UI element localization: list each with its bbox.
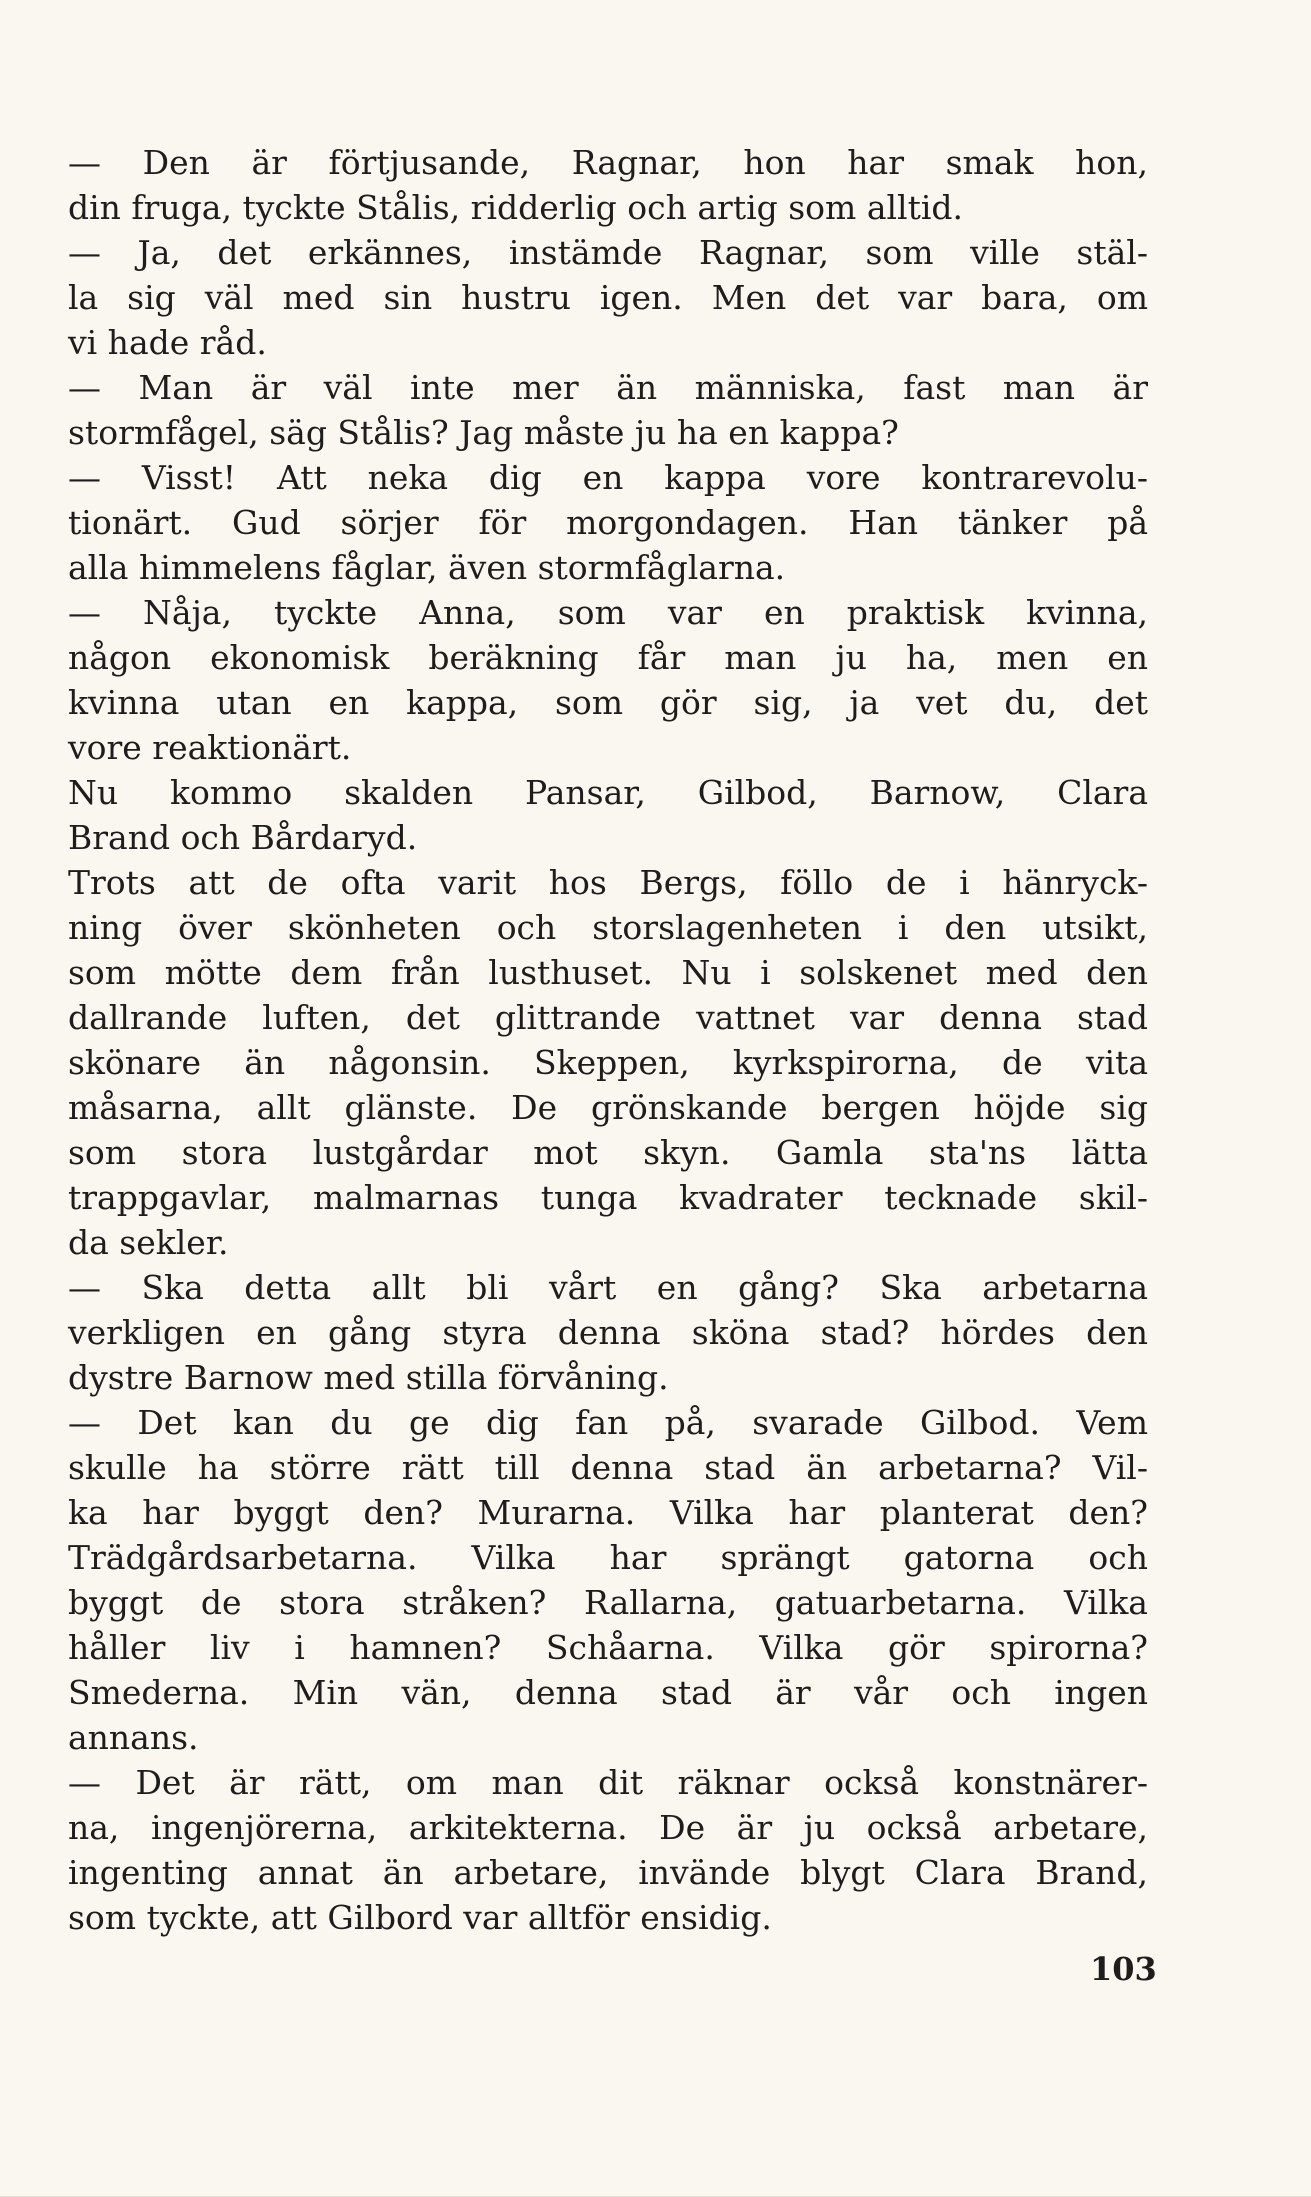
text-line: da sekler. xyxy=(68,1223,229,1262)
text-line: alla himmelens fåglar, även stormfåglarna. xyxy=(68,548,786,587)
text-line: kvinna utan en kappa, som gör sig, ja vet du, det xyxy=(68,683,1148,722)
text-line: stormfågel, säg Stålis? Jag måste ju ha en kappa? xyxy=(68,413,899,452)
text-line: annans. xyxy=(68,1718,199,1757)
text-line: — Nåja, tyckte Anna, som var en praktisk kvinna, xyxy=(68,593,1148,632)
text-line: ingenting annat än arbetare, invände blygt Clara Brand, xyxy=(68,1853,1148,1892)
text-line: tionärt. Gud sörjer för morgondagen. Han tänker på xyxy=(68,503,1148,542)
text-line: vi hade råd. xyxy=(68,323,267,362)
text-line: som tyckte, att Gilbord var alltför ensidig. xyxy=(68,1898,772,1937)
text-line: byggt de stora stråken? Rallarna, gatuarbetarna. Vilka xyxy=(68,1583,1148,1622)
page-number: 103 xyxy=(1090,1950,1157,1988)
text-line: dallrande luften, det glittrande vattnet var denna stad xyxy=(68,998,1148,1037)
text-line: — Den är förtjusande, Ragnar, hon har smak hon, xyxy=(68,143,1148,182)
text-line: Brand och Bårdaryd. xyxy=(68,818,418,857)
text-line: Smederna. Min vän, denna stad är vår och ingen xyxy=(68,1673,1148,1712)
text-line: trappgavlar, malmarnas tunga kvadrater tecknade skil- xyxy=(68,1178,1148,1217)
text-line: — Det kan du ge dig fan på, svarade Gilbod. Vem xyxy=(68,1403,1148,1442)
text-line: Trots att de ofta varit hos Bergs, föllo de i hänryck- xyxy=(68,863,1148,902)
text-line: dystre Barnow med stilla förvåning. xyxy=(68,1358,669,1397)
text-line: — Det är rätt, om man dit räknar också konstnärer- xyxy=(68,1763,1148,1802)
text-line: någon ekonomisk beräkning får man ju ha, men en xyxy=(68,638,1148,677)
text-line: håller liv i hamnen? Schåarna. Vilka gör spirorna? xyxy=(68,1628,1148,1667)
text-line: som mötte dem från lusthuset. Nu i solskenet med den xyxy=(68,953,1148,992)
text-line: vore reaktionärt. xyxy=(68,728,352,767)
text-line: ning över skönheten och storslagenheten i den utsikt, xyxy=(68,908,1148,947)
text-line: som stora lustgårdar mot skyn. Gamla sta'ns lätta xyxy=(68,1133,1148,1172)
text-line: din fruga, tyckte Stålis, ridderlig och artig som alltid. xyxy=(68,188,964,227)
text-line: la sig väl med sin hustru igen. Men det var bara, om xyxy=(68,278,1148,317)
text-line: skulle ha större rätt till denna stad än arbetarna? Vil- xyxy=(68,1448,1148,1487)
text-line: — Visst! Att neka dig en kappa vore kontrarevolu- xyxy=(68,458,1148,497)
text-line: måsarna, allt glänste. De grönskande bergen höjde sig xyxy=(68,1088,1148,1127)
text-line: na, ingenjörerna, arkitekterna. De är ju också arbetare, xyxy=(68,1808,1148,1847)
text-line: Nu kommo skalden Pansar, Gilbod, Barnow, Clara xyxy=(68,773,1148,812)
text-line: skönare än någonsin. Skeppen, kyrkspirorna, de vita xyxy=(68,1043,1148,1082)
text-line: Trädgårdsarbetarna. Vilka har sprängt gatorna och xyxy=(68,1538,1148,1577)
text-line: verkligen en gång styra denna sköna stad? hördes den xyxy=(68,1313,1148,1352)
body-text xyxy=(68,140,1148,1940)
text-line: — Ja, det erkännes, instämde Ragnar, som ville stäl- xyxy=(68,233,1148,272)
text-line: ka har byggt den? Murarna. Vilka har planterat den? xyxy=(68,1493,1148,1532)
text-line: — Man är väl inte mer än människa, fast man är xyxy=(68,368,1148,407)
text-line: — Ska detta allt bli vårt en gång? Ska arbetarna xyxy=(68,1268,1148,1307)
